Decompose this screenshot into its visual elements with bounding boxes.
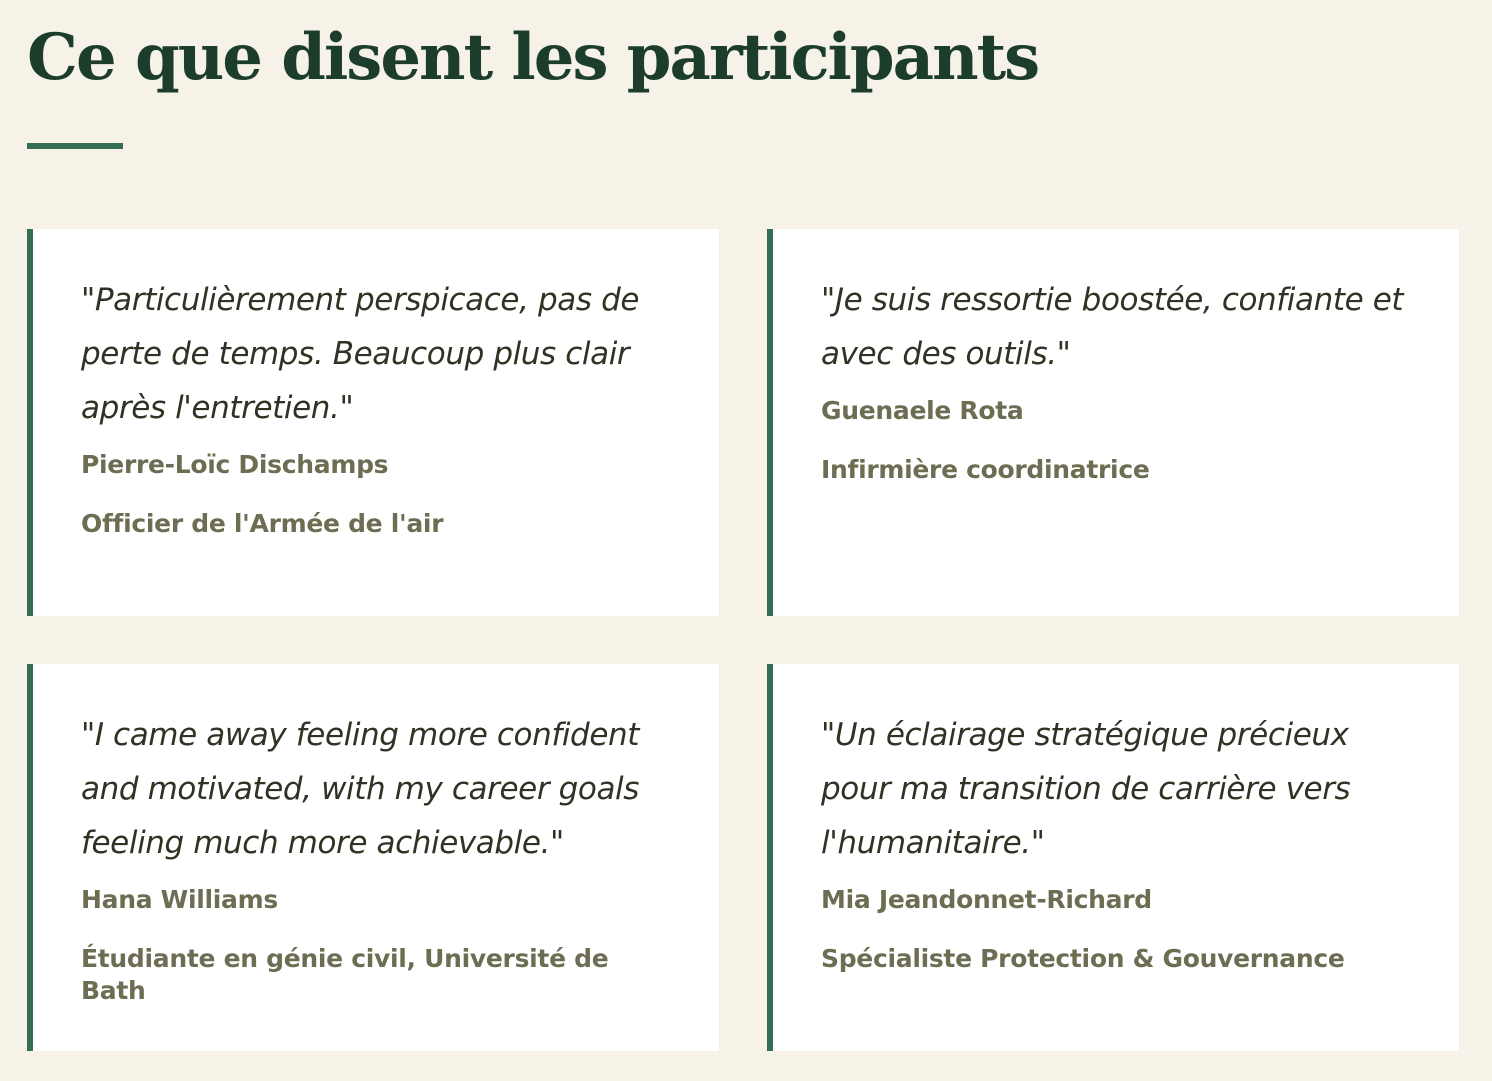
testimonial-role: Spécialiste Protection & Gouvernance: [821, 944, 1345, 973]
testimonial-card: [27, 664, 719, 1051]
testimonial-author: Guenaele Rota: [821, 396, 1024, 425]
testimonial-author: Pierre-Loïc Dischamps: [81, 450, 389, 479]
testimonial-role: Étudiante en génie civil, Université de Bath: [81, 944, 609, 1005]
testimonial-card: [767, 664, 1459, 1051]
testimonial-quote: "Je suis ressortie boostée, confiante et avec des outils.": [821, 282, 1404, 372]
testimonial-role: Infirmière coordinatrice: [821, 455, 1150, 484]
testimonial-role: Officier de l'Armée de l'air: [81, 509, 444, 538]
testimonial-quote: "I came away feeling more confident and motivated, with my career goals feeling much more achievable.": [81, 717, 640, 861]
testimonials-grid: [27, 229, 1459, 1051]
testimonial-quote: "Un éclairage stratégique précieux pour ma transition de carrière vers l'humanitaire.": [821, 717, 1351, 861]
testimonial-author: Mia Jeandonnet-Richard: [821, 885, 1152, 914]
testimonial-author: Hana Williams: [81, 885, 278, 914]
testimonial-quote: "Particulièrement perspicace, pas de perte de temps. Beaucoup plus clair après l'entretien.": [81, 282, 640, 426]
title-underline: [27, 143, 123, 149]
testimonial-card: [27, 229, 719, 616]
testimonial-card: [767, 229, 1459, 616]
section-title: Ce que disent les participants: [27, 20, 1039, 95]
